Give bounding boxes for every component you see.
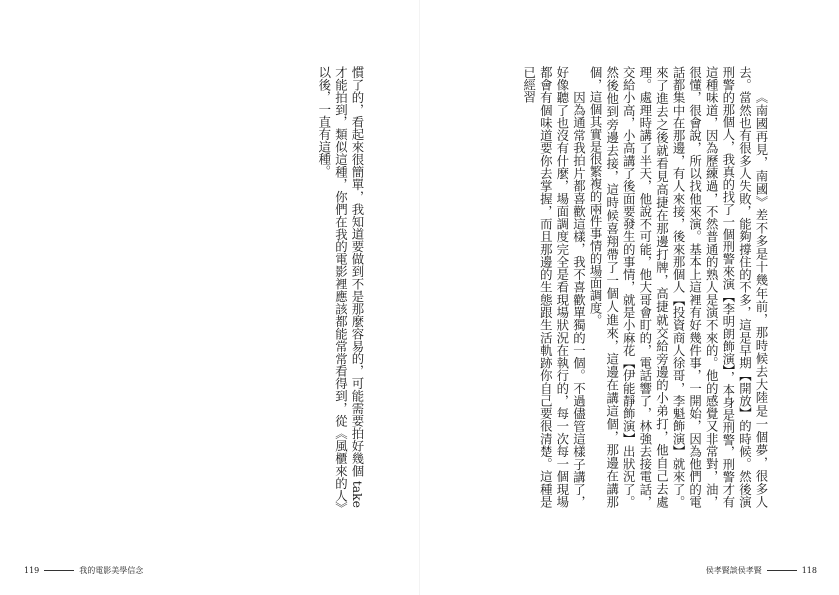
left-running-title: 我的電影美學信念 [79,566,144,575]
right-paragraph-2: 因為通常我拍片都喜歡這樣，我不喜歡單獨的一個。不過儘管這樣子講了，好像聽了也沒有什麼，場面調度完全是看現場狀況在執行的，每一次每一個現場都會有個味道要你去掌握，而且那邊的生態跟生活軌跡你自己要很清楚。這種是已經習 [521,66,587,508]
left-paragraph-1: 慣了的，看起來很簡單，我知道要做到不是那麼容易的，可能需要拍好幾個 take 才能拍到，類似這種，你們在我的電影裡應該都能常常看得到，從《風櫃來的人》以後，一直有這種。 [316,66,365,508]
gutter [419,0,420,595]
right-page-body [503,66,769,508]
right-page-footer [706,565,817,576]
right-paragraph-1: 《南國再見，南國》差不多是十幾年前，那時候去大陸是一個夢，很多人去。當然也有很多人失敗，能夠撐住的不多，這是早期【開放】的時候。然後演刑警的那個人，我真的找了一個刑警來演【李明朗飾演】，本身是刑警，刑警才有這種味道，因為歷練過，不然普通的熟人是演不來的。他的感覺又非常對，油，很懂，很會說，所以找他來演。基本上這裡有好幾件事，一開始，因為他們的電話都集中在那邊，有人來接，後來那個人【投資商人徐哥，李魁飾演】就來了。來了進去之後就看見高捷在那邊打牌，高捷就交給旁邊的小弟打，他自己去處理。處理時講了半天，他說不可能，他大哥會盯的，電話響了，林強去接電話，交給小高，小高講了後面要發生的事情，就是小麻花【伊能靜飾演】出狀況了。然後他到旁邊去接，這時候喜翔帶了一個人進來，這邊在講這個，那邊在講那個，這個其實是很繁複的兩件事情的場面調度。 [588,66,769,508]
left-page-number: 119 [24,566,40,575]
left-page-footer [24,565,143,576]
right-page-number: 118 [801,566,817,575]
right-running-title: 侯孝賢談侯孝賢 [705,566,762,575]
left-footer-rule [44,570,74,571]
left-page-body [283,66,365,508]
right-footer-rule [767,570,797,571]
